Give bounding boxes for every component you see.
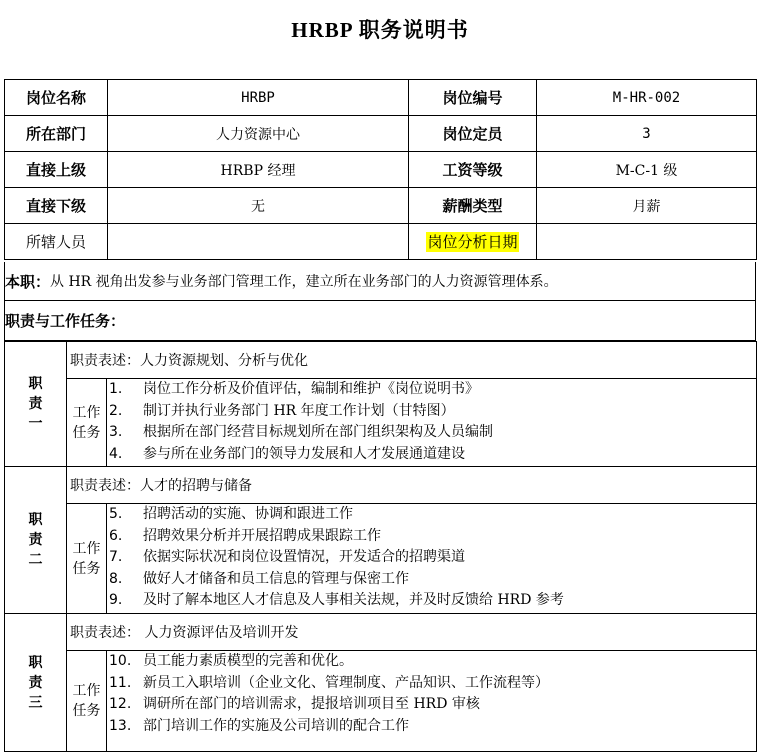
value-analysis-date: [537, 224, 757, 260]
list-item: 9. 及时了解本地区人才信息及人事相关法规，并及时反馈给 HRD 参考: [109, 592, 564, 609]
list-item: 1. 岗位工作分析及价值评估，编制和维护《岗位说明书》: [109, 381, 479, 397]
duty-description: 职责表述：人才的招聘与储备: [67, 467, 757, 504]
value-position-name: HRBP: [108, 80, 409, 116]
summary-label: 本职：: [5, 272, 51, 291]
duty-heading-text: 职责一: [28, 376, 43, 432]
label-analysis-date-cell: [409, 224, 537, 260]
task-label: 工作任务: [67, 379, 107, 467]
list-item: 5. 招聘活动的实施、协调和跟进工作: [109, 506, 353, 522]
info-row: [5, 152, 757, 188]
duty-tasks-row: [5, 379, 757, 467]
label-department: 所在部门: [5, 116, 108, 152]
position-info-table: [4, 79, 757, 260]
document-title: HRBP 职务说明书: [291, 18, 469, 42]
value-salary-grade: M-C-1 级: [537, 152, 757, 188]
duties-table: [4, 341, 757, 752]
value-department: 人力资源中心: [108, 116, 409, 152]
value-pay-type: 月薪: [537, 188, 757, 224]
list-item: 11. 新员工入职培训（企业文化、管理制度、产品知识、工作流程等）: [109, 674, 549, 691]
list-item: 3. 根据所在部门经营目标规划所在部门组织架构及人员编制: [109, 424, 493, 441]
task-list: [107, 651, 757, 752]
section-title: 职责与工作任务：: [4, 301, 756, 341]
duty-description: 职责表述： 人力资源评估及培训开发: [67, 614, 757, 651]
job-summary: [4, 262, 756, 301]
list-item: 2. 制订并执行业务部门 HR 年度工作计划（甘特图）: [109, 402, 455, 419]
info-row: [5, 224, 757, 260]
task-label: 工作任务: [67, 651, 107, 752]
duty-heading: [5, 467, 67, 614]
duty-heading: [5, 342, 67, 467]
task-list: [107, 379, 757, 467]
info-row: [5, 80, 757, 116]
label-pay-type: 薪酬类型: [409, 188, 537, 224]
duty-row: [5, 342, 757, 379]
task-list: [107, 504, 757, 614]
list-item: 13. 部门培训工作的实施及公司培训的配合工作: [109, 717, 409, 734]
value-position-code: M-HR-002: [537, 80, 757, 116]
duty-heading-text: 职责二: [28, 512, 43, 568]
label-headcount: 岗位定员: [409, 116, 537, 152]
value-subordinates: [108, 224, 409, 260]
label-direct-superior: 直接上级: [5, 152, 108, 188]
duty-tasks-row: [5, 504, 757, 614]
task-label: 工作任务: [67, 504, 107, 614]
duty-description: 职责表述：人力资源规划、分析与优化: [67, 342, 757, 379]
value-direct-subordinate: 无: [108, 188, 409, 224]
duty-heading: [5, 614, 67, 752]
list-item: 10. 员工能力素质模型的完善和优化。: [109, 653, 353, 669]
label-subordinates: 所辖人员: [5, 224, 108, 260]
info-row: [5, 188, 757, 224]
info-row: [5, 116, 757, 152]
label-position-name: 岗位名称: [5, 80, 108, 116]
duty-tasks-row: [5, 651, 757, 752]
list-item: 7. 依据实际状况和岗位设置情况，开发适合的招聘渠道: [109, 549, 465, 566]
list-item: 6. 招聘效果分析并开展招聘成果跟踪工作: [109, 527, 381, 544]
list-item: 12. 调研所在部门的培训需求，提报培训项目至 HRD 审核: [109, 696, 480, 713]
duty-heading-text: 职责三: [28, 654, 43, 711]
list-item: 8. 做好人才储备和员工信息的管理与保密工作: [109, 570, 409, 587]
value-direct-superior: HRBP 经理: [108, 152, 409, 188]
label-position-code: 岗位编号: [409, 80, 537, 116]
duty-row: [5, 467, 757, 504]
duty-row: [5, 614, 757, 651]
label-direct-subordinate: 直接下级: [5, 188, 108, 224]
summary-text: 从 HR 视角出发参与业务部门管理工作，建立所在业务部门的人力资源管理体系。: [50, 274, 558, 290]
label-salary-grade: 工资等级: [409, 152, 537, 188]
label-analysis-date: 岗位分析日期: [427, 233, 518, 251]
value-headcount: 3: [537, 116, 757, 152]
list-item: 4. 参与所在业务部门的领导力发展和人才发展通道建设: [109, 445, 465, 462]
